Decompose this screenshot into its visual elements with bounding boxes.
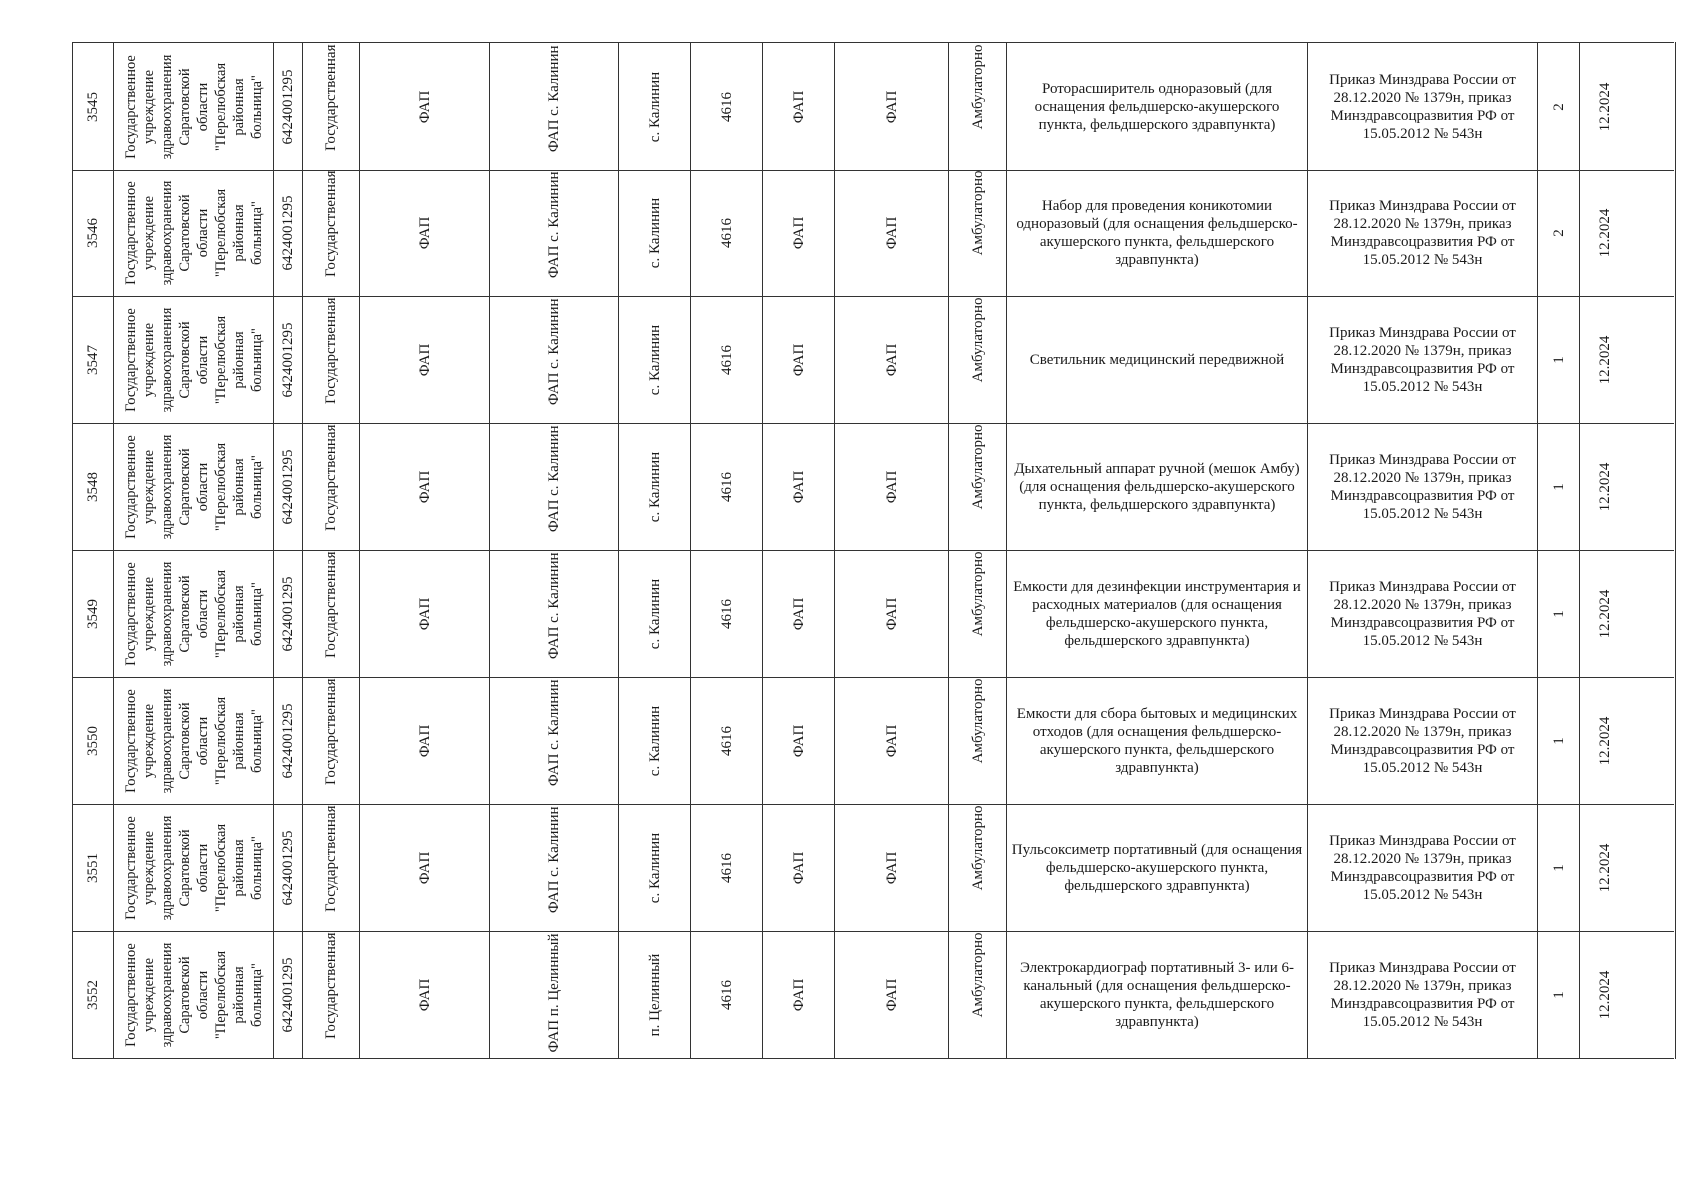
ownership-text: Государственная [323,424,339,531]
care-form-text: Амбулаторно [969,932,986,1017]
unit-text: ФАП п. Целинный [546,933,562,1053]
structure-cell [763,931,835,1058]
inn-cell [274,804,303,931]
care-form-cell [949,296,1007,423]
date-cell [1580,804,1630,931]
inn-text: 6424001295 [280,830,296,905]
structure-cell [763,43,835,170]
date-text: 12.2024 [1597,462,1613,511]
organization-text: Государственное учреждение здравоохранения Саратовской области "Перелюбская районная больница" [122,815,265,920]
code-cell [691,550,763,677]
facility-type-cell [360,550,490,677]
inn-cell [274,296,303,423]
code-text: 4616 [718,91,735,122]
facility-type-cell [360,43,490,170]
inn-cell [274,169,303,296]
structure-text: ФАП [790,343,807,376]
locality-cell [619,169,691,296]
locality-cell [619,677,691,804]
row-number-text: 3550 [84,725,101,756]
unit-cell [490,423,619,550]
unit-cell [490,804,619,931]
equipment-name-cell [1007,677,1308,804]
row-number-text: 3547 [84,344,101,375]
subdivision-cell [835,43,949,170]
code-cell [691,677,763,804]
unit-text: ФАП с. Калинин [546,679,562,786]
code-text: 4616 [718,344,735,375]
care-form-cell [949,931,1007,1058]
subdivision-cell [835,169,949,296]
locality-cell [619,43,691,170]
date-cell [1580,423,1630,550]
date-cell [1580,931,1630,1058]
facility-type-text: ФАП [416,851,433,884]
ownership-cell [303,296,360,423]
locality-text: с. Калинин [646,71,663,142]
row-number-cell [72,423,114,550]
table-row [72,169,1674,297]
legal-basis-cell [1308,931,1538,1058]
quantity-text: 1 [1550,355,1567,364]
locality-cell [619,423,691,550]
locality-text: с. Калинин [646,578,663,649]
organization-text: Государственное учреждение здравоохранения Саратовской области "Перелюбская районная больница" [122,561,265,666]
inn-cell [274,423,303,550]
legal-basis-cell [1308,677,1538,804]
row-number-text: 3548 [84,471,101,502]
care-form-text: Амбулаторно [969,424,986,509]
equipment-name-cell [1007,550,1308,677]
locality-text: с. Калинин [646,832,663,903]
facility-type-text: ФАП [416,90,433,123]
code-text: 4616 [718,217,735,248]
table-row [72,423,1674,551]
care-form-cell [949,804,1007,931]
row-number-text: 3552 [84,979,101,1010]
subdivision-cell [835,296,949,423]
subdivision-text: ФАП [883,90,900,123]
subdivision-text: ФАП [883,724,900,757]
subdivision-cell [835,931,949,1058]
code-cell [691,43,763,170]
row-number-cell [72,169,114,296]
table-row [72,804,1674,932]
locality-cell [619,296,691,423]
subdivision-text: ФАП [883,978,900,1011]
subdivision-text: ФАП [883,851,900,884]
row-number-text: 3545 [84,91,101,122]
locality-text: п. Целинный [646,953,663,1036]
locality-text: с. Калинин [646,324,663,395]
date-cell [1580,677,1630,804]
date-text: 12.2024 [1597,589,1613,638]
facility-type-cell [360,931,490,1058]
care-form-cell [949,550,1007,677]
subdivision-cell [835,677,949,804]
unit-cell [490,296,619,423]
locality-cell [619,804,691,931]
row-number-cell [72,804,114,931]
unit-text: ФАП с. Калинин [546,298,562,405]
care-form-cell [949,169,1007,296]
row-number-text: 3551 [84,852,101,883]
legal-basis-cell [1308,169,1538,296]
ownership-cell [303,931,360,1058]
quantity-text: 1 [1550,609,1567,618]
organization-text: Государственное учреждение здравоохранения Саратовской области "Перелюбская районная больница" [122,434,265,539]
structure-text: ФАП [790,90,807,123]
structure-cell [763,169,835,296]
care-form-cell [949,677,1007,804]
ownership-cell [303,804,360,931]
code-text: 4616 [718,852,735,883]
subdivision-text: ФАП [883,470,900,503]
inn-cell [274,931,303,1058]
equipment-name-text: Емкости для дезинфекции инструментария и расходных материалов (для оснащения фельдшерско-акушерского пункта, фельдшерского здравпункта) [1013,578,1301,649]
inn-text: 6424001295 [280,957,296,1032]
facility-type-cell [360,169,490,296]
code-text: 4616 [718,471,735,502]
table-row [72,931,1674,1059]
unit-cell [490,931,619,1058]
quantity-cell [1538,931,1580,1058]
equipment-name-cell [1007,931,1308,1058]
inn-cell [274,43,303,170]
organization-cell [114,931,274,1058]
facility-type-cell [360,296,490,423]
quantity-cell [1538,169,1580,296]
ownership-text: Государственная [323,44,339,151]
date-text: 12.2024 [1597,970,1613,1019]
structure-cell [763,550,835,677]
ownership-text: Государственная [323,170,339,277]
legal-basis-text: Приказ Минздрава России от 28.12.2020 № 1379н, приказ Минздравсоцразвития РФ от 15.05.2012 № 543н [1329,959,1516,1030]
ownership-cell [303,423,360,550]
quantity-text: 1 [1550,736,1567,745]
date-text: 12.2024 [1597,82,1613,131]
organization-cell [114,550,274,677]
structure-text: ФАП [790,216,807,249]
structure-text: ФАП [790,470,807,503]
date-cell [1580,169,1630,296]
row-number-cell [72,550,114,677]
quantity-cell [1538,423,1580,550]
inn-text: 6424001295 [280,322,296,397]
code-cell [691,423,763,550]
code-text: 4616 [718,979,735,1010]
table-row [72,42,1674,171]
legal-basis-text: Приказ Минздрава России от 28.12.2020 № 1379н, приказ Минздравсоцразвития РФ от 15.05.2012 № 543н [1329,451,1516,522]
subdivision-text: ФАП [883,216,900,249]
code-cell [691,804,763,931]
ownership-cell [303,43,360,170]
quantity-text: 1 [1550,482,1567,491]
unit-text: ФАП с. Калинин [546,552,562,659]
row-number-cell [72,296,114,423]
quantity-cell [1538,296,1580,423]
legal-basis-text: Приказ Минздрава России от 28.12.2020 № 1379н, приказ Минздравсоцразвития РФ от 15.05.2012 № 543н [1329,705,1516,776]
structure-cell [763,423,835,550]
equipment-name-cell [1007,43,1308,170]
table-row [72,296,1674,424]
locality-text: с. Калинин [646,197,663,268]
structure-cell [763,804,835,931]
quantity-cell [1538,804,1580,931]
date-text: 12.2024 [1597,716,1613,765]
legal-basis-cell [1308,43,1538,170]
organization-cell [114,677,274,804]
structure-text: ФАП [790,724,807,757]
equipment-name-cell [1007,169,1308,296]
organization-cell [114,169,274,296]
date-cell [1580,296,1630,423]
facility-type-text: ФАП [416,216,433,249]
legal-basis-text: Приказ Минздрава России от 28.12.2020 № 1379н, приказ Минздравсоцразвития РФ от 15.05.2012 № 543н [1329,324,1516,395]
legal-basis-text: Приказ Минздрава России от 28.12.2020 № 1379н, приказ Минздравсоцразвития РФ от 15.05.2012 № 543н [1329,71,1516,142]
care-form-text: Амбулаторно [969,551,986,636]
row-number-cell [72,931,114,1058]
care-form-text: Амбулаторно [969,44,986,129]
subdivision-cell [835,550,949,677]
organization-cell [114,804,274,931]
facility-type-cell [360,423,490,550]
equipment-name-text: Роторасширитель одноразовый (для оснащения фельдшерско-акушерского пункта, фельдшерского здравпункта) [1034,80,1280,133]
structure-text: ФАП [790,597,807,630]
quantity-cell [1538,677,1580,804]
equipment-name-text: Набор для проведения коникотомии одноразовый (для оснащения фельдшерско-акушерского пункта, фельдшерского здравпункта) [1016,197,1298,268]
care-form-text: Амбулаторно [969,297,986,382]
equipment-name-cell [1007,804,1308,931]
legal-basis-cell [1308,423,1538,550]
organization-cell [114,43,274,170]
row-number-text: 3549 [84,598,101,629]
equipment-name-text: Пульсоксиметр портативный (для оснащения фельдшерско-акушерского пункта, фельдшерского здравпункта) [1011,841,1303,894]
date-text: 12.2024 [1597,335,1613,384]
code-cell [691,931,763,1058]
facility-type-text: ФАП [416,597,433,630]
code-cell [691,296,763,423]
structure-cell [763,677,835,804]
unit-cell [490,43,619,170]
ownership-text: Государственная [323,678,339,785]
facility-type-text: ФАП [416,470,433,503]
table-row [72,550,1674,678]
inn-text: 6424001295 [280,449,296,524]
date-cell [1580,43,1630,170]
unit-text: ФАП с. Калинин [546,45,562,152]
care-form-text: Амбулаторно [969,678,986,763]
care-form-cell [949,43,1007,170]
equipment-name-text: Электрокардиограф портативный 3- или 6-канальный (для оснащения фельдшерско-акушерского пункта, фельдшерского здравпункта) [1019,959,1295,1030]
organization-text: Государственное учреждение здравоохранения Саратовской области "Перелюбская районная больница" [122,54,265,159]
row-number-cell [72,677,114,804]
organization-text: Государственное учреждение здравоохранения Саратовской области "Перелюбская районная больница" [122,688,265,793]
structure-text: ФАП [790,851,807,884]
unit-cell [490,550,619,677]
table-row [72,677,1674,805]
structure-cell [763,296,835,423]
locality-text: с. Калинин [646,705,663,776]
ownership-text: Государственная [323,551,339,658]
inn-cell [274,550,303,677]
legal-basis-cell [1308,550,1538,677]
inn-text: 6424001295 [280,69,296,144]
code-text: 4616 [718,725,735,756]
unit-text: ФАП с. Калинин [546,171,562,278]
ownership-text: Государственная [323,297,339,404]
unit-text: ФАП с. Калинин [546,425,562,532]
facility-type-text: ФАП [416,978,433,1011]
legal-basis-cell [1308,296,1538,423]
subdivision-text: ФАП [883,597,900,630]
organization-text: Государственное учреждение здравоохранения Саратовской области "Перелюбская районная больница" [122,307,265,412]
equipment-name-text: Дыхательный аппарат ручной (мешок Амбу) (для оснащения фельдшерско-акушерского пункта, фельдшерского здравпункта) [1014,460,1300,513]
facility-type-text: ФАП [416,724,433,757]
care-form-text: Амбулаторно [969,805,986,890]
locality-text: с. Калинин [646,451,663,522]
inn-text: 6424001295 [280,195,296,270]
quantity-text: 2 [1550,228,1567,237]
locality-cell [619,931,691,1058]
equipment-name-text: Емкости для сбора бытовых и медицинских отходов (для оснащения фельдшерско-акушерского пункта, фельдшерского здравпункта) [1016,705,1298,776]
ownership-cell [303,550,360,677]
organization-cell [114,423,274,550]
facility-type-text: ФАП [416,343,433,376]
legal-basis-text: Приказ Минздрава России от 28.12.2020 № 1379н, приказ Минздравсоцразвития РФ от 15.05.2012 № 543н [1329,832,1516,903]
unit-cell [490,169,619,296]
row-number-cell [72,43,114,170]
subdivision-text: ФАП [883,343,900,376]
organization-text: Государственное учреждение здравоохранения Саратовской области "Перелюбская районная больница" [122,942,265,1047]
equipment-name-cell [1007,296,1308,423]
code-cell [691,169,763,296]
inn-text: 6424001295 [280,576,296,651]
quantity-text: 1 [1550,990,1567,999]
inn-cell [274,677,303,804]
quantity-text: 2 [1550,102,1567,111]
legal-basis-text: Приказ Минздрава России от 28.12.2020 № 1379н, приказ Минздравсоцразвития РФ от 15.05.2012 № 543н [1329,578,1516,649]
care-form-text: Амбулаторно [969,170,986,255]
facility-type-cell [360,804,490,931]
date-text: 12.2024 [1597,208,1613,257]
organization-text: Государственное учреждение здравоохранения Саратовской области "Перелюбская районная больница" [122,180,265,285]
ownership-cell [303,169,360,296]
quantity-text: 1 [1550,863,1567,872]
subdivision-cell [835,423,949,550]
quantity-cell [1538,550,1580,677]
organization-cell [114,296,274,423]
equipment-name-cell [1007,423,1308,550]
ownership-text: Государственная [323,932,339,1039]
care-form-cell [949,423,1007,550]
code-text: 4616 [718,598,735,629]
locality-cell [619,550,691,677]
ownership-text: Государственная [323,805,339,912]
subdivision-cell [835,804,949,931]
inn-text: 6424001295 [280,703,296,778]
date-cell [1580,550,1630,677]
unit-text: ФАП с. Калинин [546,806,562,913]
ownership-cell [303,677,360,804]
legal-basis-cell [1308,804,1538,931]
row-number-text: 3546 [84,217,101,248]
date-text: 12.2024 [1597,843,1613,892]
facility-type-cell [360,677,490,804]
equipment-name-text: Светильник медицинский передвижной [1029,351,1285,368]
unit-cell [490,677,619,804]
legal-basis-text: Приказ Минздрава России от 28.12.2020 № 1379н, приказ Минздравсоцразвития РФ от 15.05.2012 № 543н [1329,197,1516,268]
structure-text: ФАП [790,978,807,1011]
quantity-cell [1538,43,1580,170]
